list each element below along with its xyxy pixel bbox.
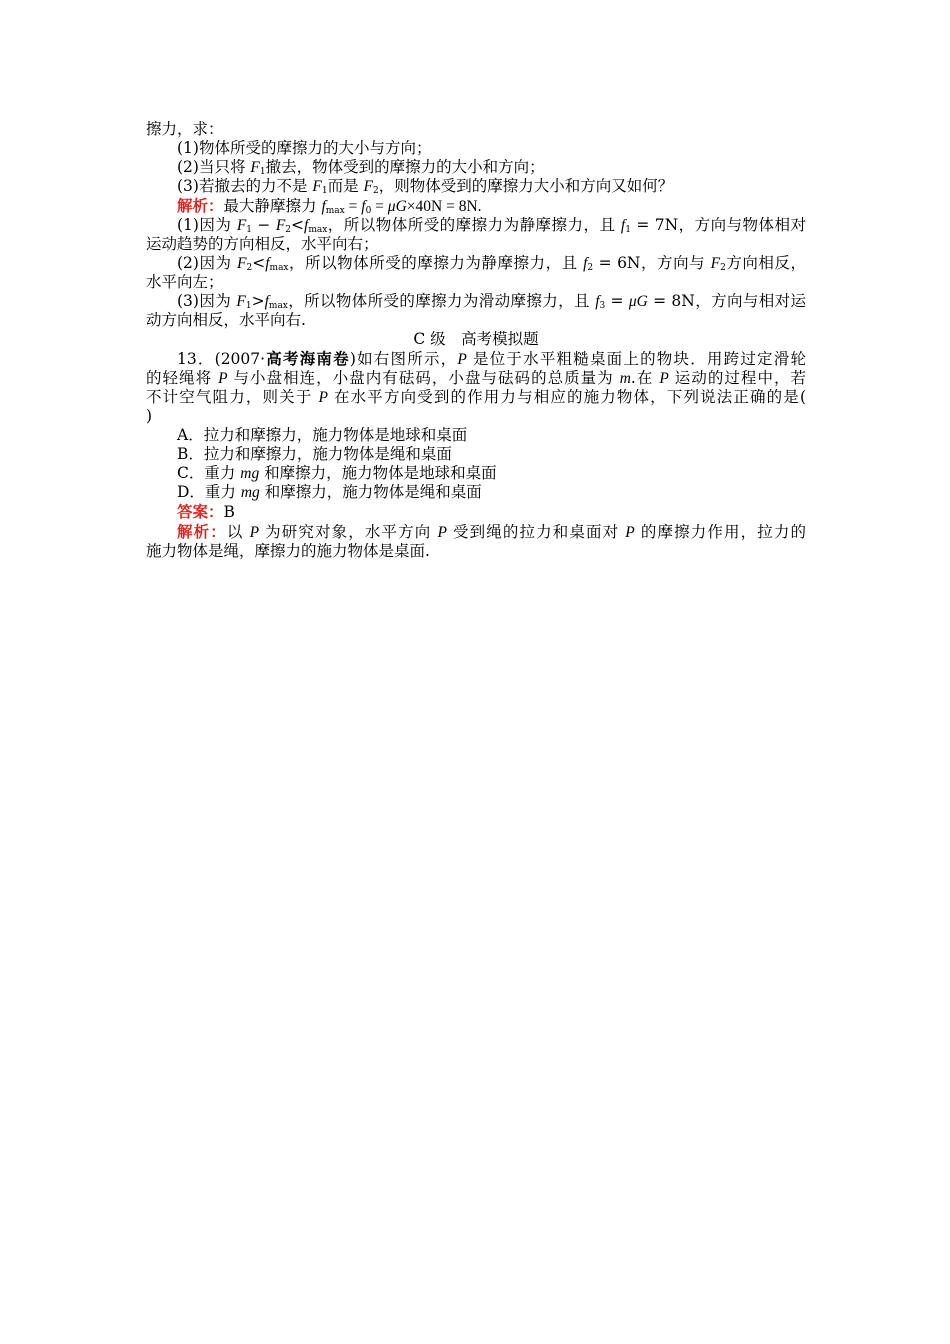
solution-part-1-line-2 — [146, 235, 806, 254]
solution-part-3-line-1 — [146, 292, 806, 311]
text: > — [251, 292, 265, 310]
symbol: F — [312, 178, 322, 195]
symbol: P — [457, 351, 467, 368]
text: (2)因为 — [177, 254, 238, 272]
text: 施力物体是绳，摩擦力的施力物体是桌面. — [146, 542, 430, 560]
question-13-line-2 — [146, 369, 806, 388]
sub-question-3 — [146, 177, 806, 196]
symbol: F — [236, 293, 246, 310]
answer-label: 答案： — [177, 502, 224, 521]
text: 运动的过程中，若 — [668, 369, 807, 387]
explanation-line-1 — [146, 522, 806, 542]
text: (3)若撤去的力不是 — [177, 177, 313, 195]
text: (3)因为 — [177, 292, 237, 310]
text: = — [344, 198, 362, 215]
solution-part-1-line-1 — [146, 216, 806, 235]
subscript: 1 — [321, 186, 328, 196]
text: 13．(2007· — [177, 350, 266, 368]
symbol: mg — [240, 484, 260, 501]
symbol: F — [236, 217, 247, 234]
subscript: 2 — [246, 263, 253, 273]
subscript: 2 — [285, 225, 292, 235]
text: 与小盘相连，小盘内有砝码，小盘与砝码的总质量为 — [227, 369, 620, 387]
text: 最大静摩擦力 — [223, 197, 322, 215]
text: 为研究对象，水平方向 — [259, 523, 438, 541]
symbol: μG — [387, 198, 407, 215]
text: 不计空气阻力，则关于 — [146, 388, 319, 406]
problem-continuation — [146, 120, 806, 139]
text: 擦力，求： — [146, 120, 224, 138]
symbol: mg — [240, 465, 260, 482]
subscript: max — [308, 225, 328, 235]
symbol: f — [265, 255, 270, 272]
symbol: f — [304, 217, 309, 234]
subscript: max — [269, 263, 289, 273]
subscript: 2 — [373, 186, 379, 196]
symbol: P — [437, 524, 447, 541]
section-heading — [146, 330, 806, 349]
symbol: f — [361, 198, 366, 215]
symbol: f — [264, 293, 269, 310]
option-c — [146, 464, 806, 483]
symbol: P — [249, 524, 260, 541]
heading-text: C 级 高考模拟题 — [413, 330, 539, 348]
text: )如右图所示， — [349, 350, 458, 368]
symbol: P — [625, 524, 635, 541]
subscript: 1 — [625, 225, 631, 235]
text: 水平向左； — [146, 273, 224, 291]
text: 的轻绳将 — [146, 369, 219, 387]
text: A．拉力和摩擦力，施力物体是地球和桌面 — [177, 426, 468, 444]
solution-intro — [146, 196, 806, 216]
text: 而是 — [327, 177, 364, 195]
symbol: P — [318, 389, 328, 406]
subscript: max — [325, 206, 345, 216]
text: (1)因为 — [177, 216, 237, 234]
text: B．拉力和摩擦力，施力物体是绳和桌面 — [177, 445, 452, 463]
symbol: m — [619, 370, 631, 387]
subscript: 1 — [245, 301, 252, 311]
symbol: μG — [628, 293, 648, 310]
subscript: 1 — [259, 167, 266, 177]
text: 和摩擦力，施力物体是绳和桌面 — [259, 483, 482, 501]
solution-part-3-line-2 — [146, 311, 806, 330]
text: 受到绳的拉力和桌面对 — [446, 523, 626, 541]
question-13-line-1 — [146, 349, 806, 369]
subscript: 1 — [246, 225, 253, 235]
explanation-label: 解析： — [177, 522, 227, 541]
answer-line — [146, 502, 806, 522]
text: = 8N，方向与相对运 — [647, 292, 806, 310]
text: 以 — [226, 523, 250, 541]
solution-part-2-line-2 — [146, 273, 806, 292]
symbol: F — [237, 255, 247, 272]
sub-question-1 — [146, 139, 806, 158]
subscript: max — [268, 301, 288, 311]
text: ×40N = 8N. — [406, 198, 482, 215]
question-13-line-4 — [146, 407, 806, 426]
subscript: 2 — [720, 263, 726, 273]
text: = 7N，方向与物体相对 — [630, 216, 806, 234]
text: D．重力 — [177, 483, 241, 501]
text: ，所以物体所受的摩擦力为静摩擦力，且 — [288, 254, 584, 272]
text: = — [371, 198, 388, 215]
text: C．重力 — [177, 464, 241, 482]
symbol: F — [250, 159, 260, 176]
option-d — [146, 483, 806, 502]
text: 动方向相反，水平向右. — [146, 311, 306, 329]
symbol: F — [710, 255, 721, 272]
symbol: F — [275, 217, 286, 234]
text: < — [252, 254, 266, 272]
option-b — [146, 445, 806, 464]
exam-source: 高考海南卷 — [265, 349, 350, 368]
text: ，所以物体所受的摩擦力为滑动摩擦力，且 — [287, 292, 596, 310]
text: 在水平方向受到的作用力与相应的施力物体，下列说法正确的是( — [327, 388, 806, 406]
explanation-line-2 — [146, 542, 806, 561]
symbol: f — [583, 255, 588, 272]
symbol: f — [595, 293, 600, 310]
text: ，所以物体所受的摩擦力为静摩擦力，且 — [327, 216, 621, 234]
text: (2)当只将 — [177, 158, 251, 176]
symbol: f — [620, 217, 626, 234]
text: 撤去，物体受到的摩擦力的大小和方向； — [265, 158, 545, 176]
text: − — [252, 216, 276, 234]
option-a — [146, 426, 806, 445]
symbol: F — [363, 178, 373, 195]
subscript: 3 — [599, 301, 606, 311]
solution-label: 解析： — [177, 196, 224, 215]
subscript: 0 — [365, 206, 372, 216]
text: (1)物体所受的摩擦力的大小与方向； — [177, 139, 432, 157]
text: < — [291, 216, 305, 234]
text: ) — [146, 407, 153, 425]
text: ，则物体受到的摩擦力大小和方向又如何？ — [378, 177, 674, 195]
answer-value: B — [223, 503, 235, 521]
text: 运动趋势的方向相反，水平向右； — [146, 235, 379, 253]
document-page — [146, 120, 806, 561]
question-13-line-3 — [146, 388, 806, 407]
symbol: f — [321, 198, 326, 215]
solution-part-2-line-1 — [146, 254, 806, 273]
text: 是位于水平粗糙桌面上的物块．用跨过定滑轮 — [466, 350, 806, 368]
text: .在 — [630, 369, 660, 387]
sub-question-2 — [146, 158, 806, 177]
text: = — [605, 292, 629, 310]
text: 的摩擦力作用，拉力的 — [634, 523, 806, 541]
subscript: 2 — [587, 263, 594, 273]
text: 和摩擦力，施力物体是地球和桌面 — [259, 464, 497, 482]
symbol: P — [659, 370, 669, 387]
text: 方向相反， — [725, 254, 806, 272]
symbol: P — [218, 370, 228, 387]
text: = 6N，方向与 — [593, 254, 711, 272]
